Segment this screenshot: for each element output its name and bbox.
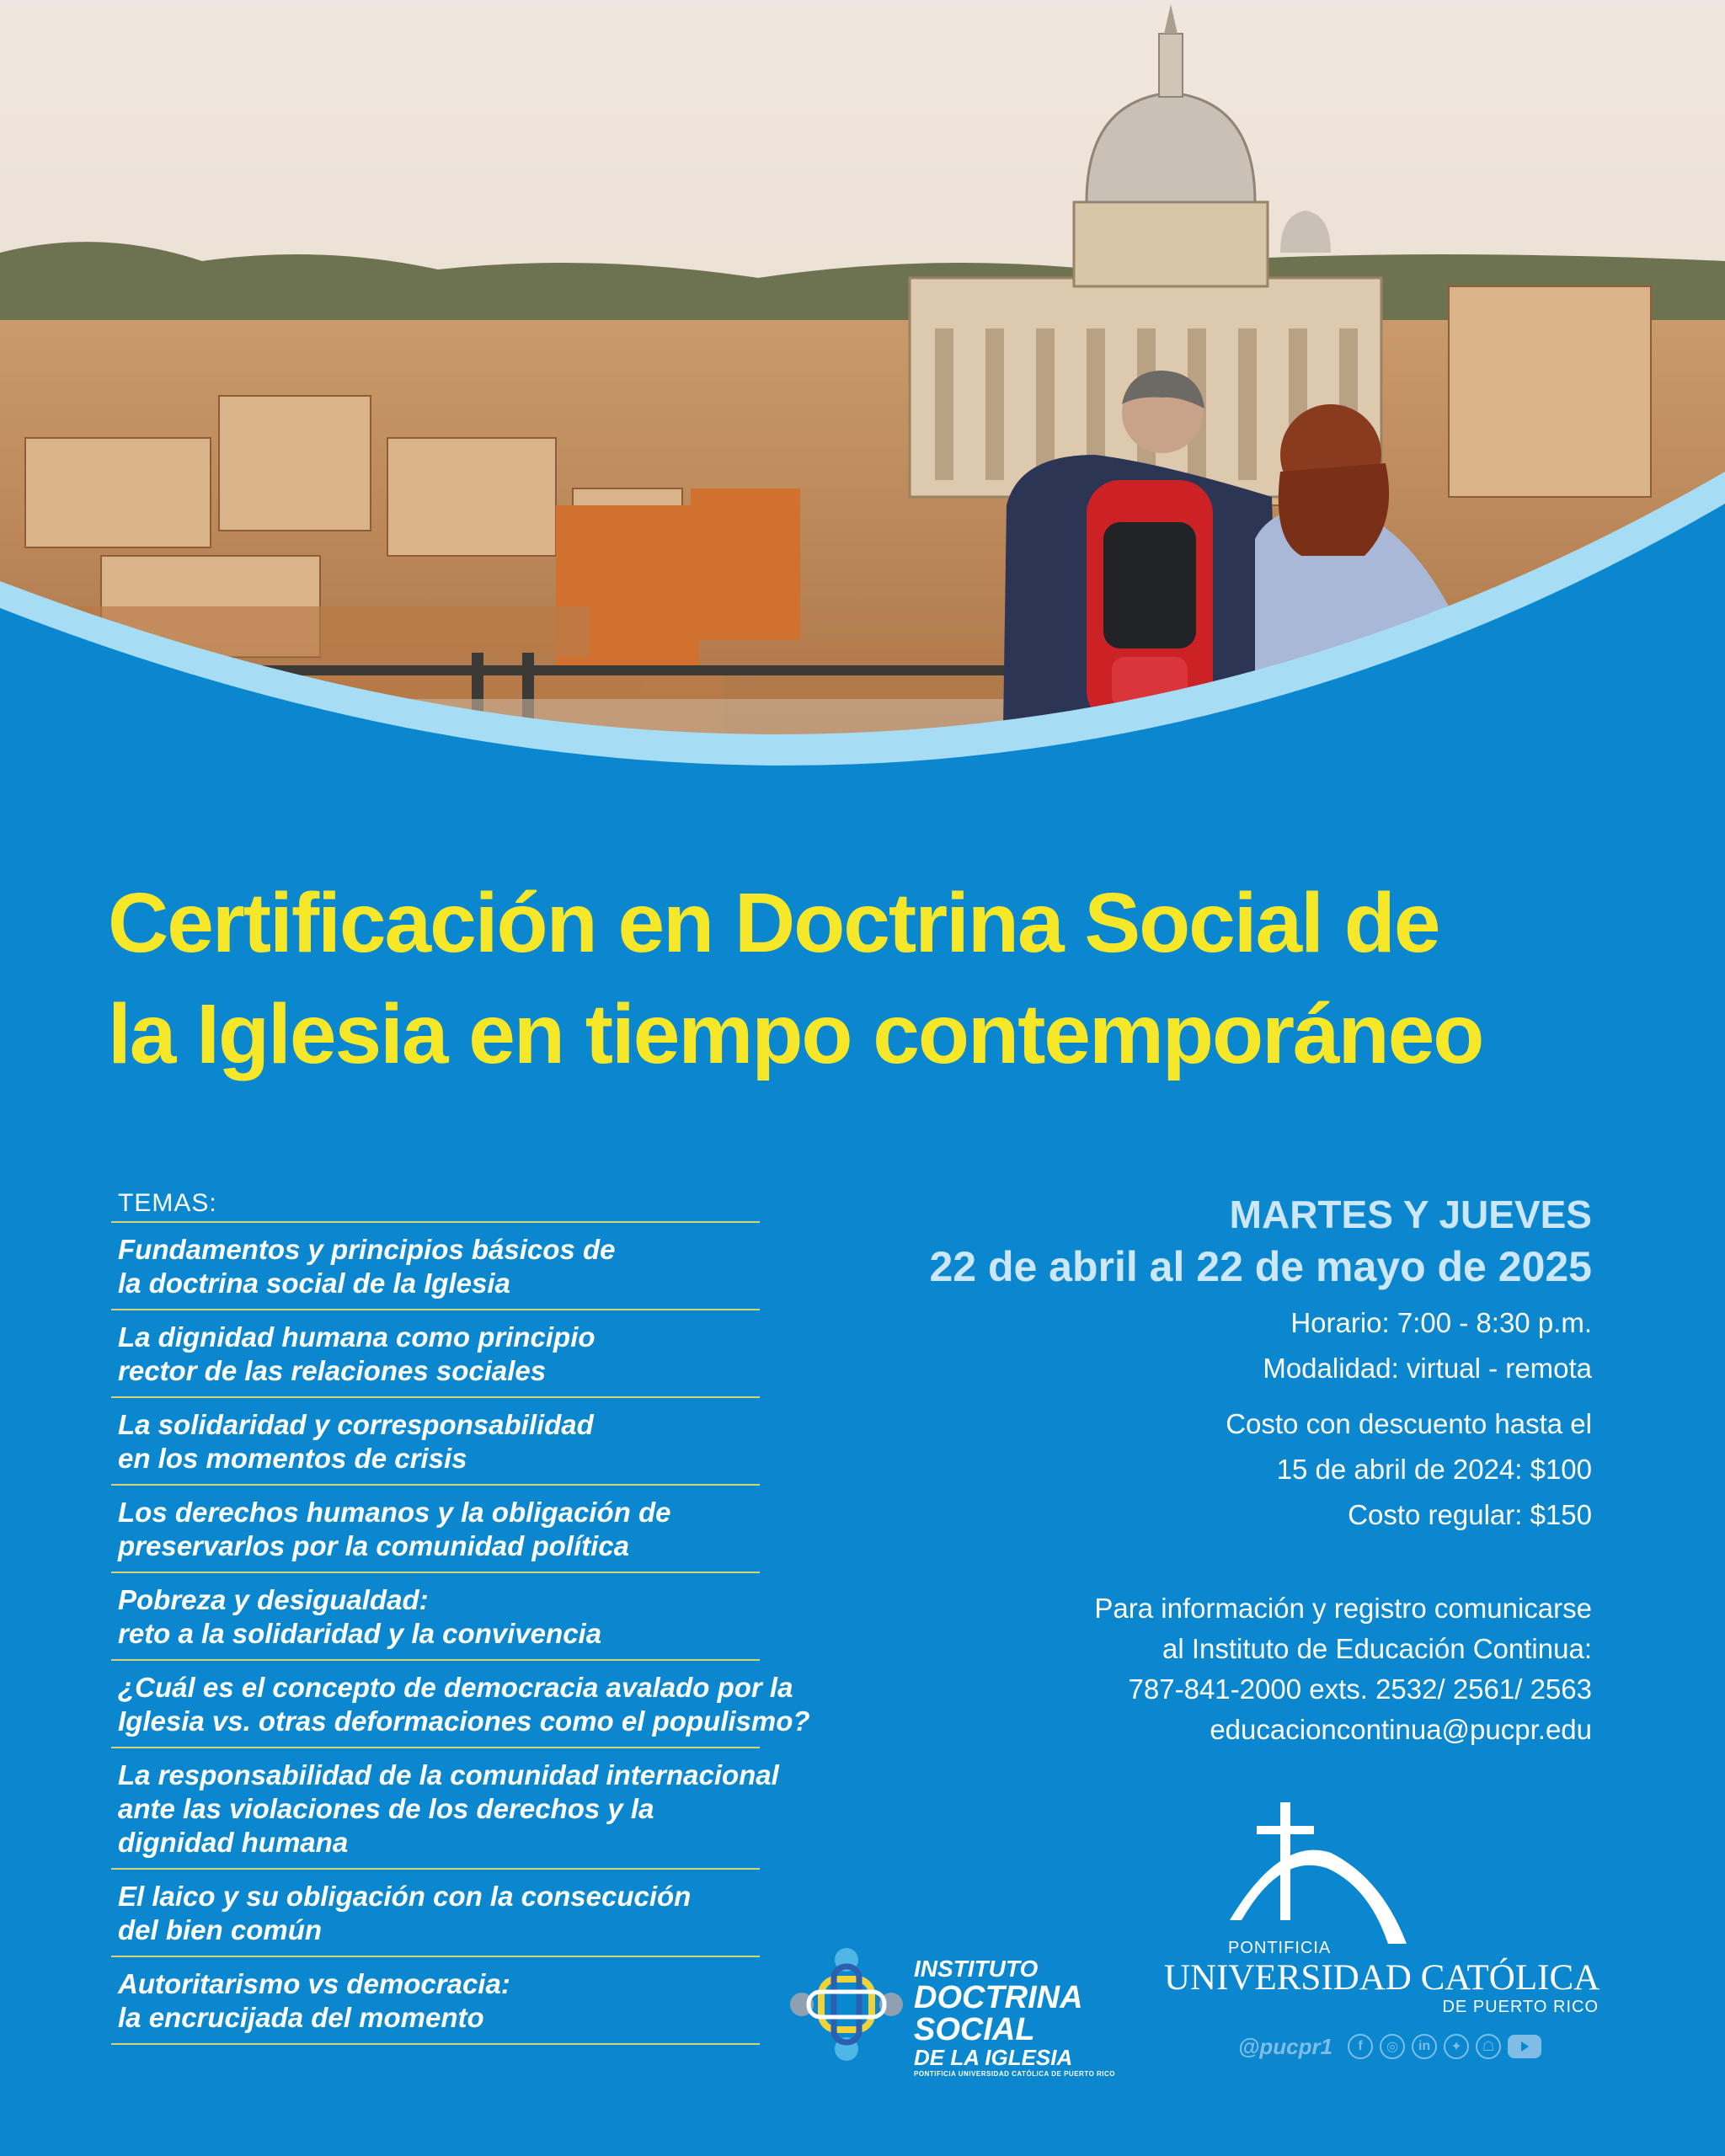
title-line-1: Certificación en Doctrina Social de	[108, 876, 1439, 970]
facebook-icon[interactable]: f	[1348, 2034, 1373, 2059]
pucpr-pontificia: PONTIFICIA	[1228, 1939, 1332, 1957]
instituto-line-4: DE LA IGLESIA	[914, 2045, 1073, 2070]
instituto-wordmark	[914, 1956, 1115, 2079]
social-bar	[1238, 2031, 1541, 2062]
discount-cost-line-2: 15 de abril de 2024: $100	[1276, 1454, 1592, 1485]
topic-line: Iglesia vs. otras deformaciones como el populismo?	[118, 1705, 810, 1737]
snapchat-icon[interactable]: ☖	[1476, 2034, 1501, 2059]
instituto-emblem-icon	[783, 1941, 910, 2068]
topic-item	[111, 1486, 760, 1573]
instagram-icon[interactable]: ◎	[1380, 2034, 1405, 2059]
event-days: MARTES Y JUEVES	[1229, 1193, 1592, 1236]
topic-item	[111, 1223, 760, 1310]
topic-item	[111, 1310, 760, 1398]
youtube-icon[interactable]	[1508, 2035, 1541, 2058]
topics-list	[111, 1189, 810, 2045]
topic-line: Pobreza y desigualdad:	[118, 1584, 429, 1615]
regular-cost: Costo regular: $150	[1348, 1499, 1592, 1530]
social-handle: @pucpr1	[1238, 2033, 1333, 2059]
instituto-line-1: INSTITUTO	[914, 1956, 1039, 1982]
contact-email[interactable]: educacioncontinua@pucpr.edu	[1210, 1714, 1592, 1745]
instituto-line-5: PONTIFICIA UNIVERSIDAD CATÓLICA DE PUERTO RICO	[914, 2070, 1116, 2078]
topic-line: reto a la solidaridad y la convivencia	[118, 1618, 602, 1649]
topic-line: en los momentos de crisis	[118, 1443, 467, 1474]
topic-line: preservarlos por la comunidad política	[118, 1530, 630, 1561]
topic-item	[111, 1661, 810, 1748]
instituto-line-2: DOCTRINA	[914, 1980, 1083, 2015]
topic-line: rector de las relaciones sociales	[118, 1355, 547, 1386]
topic-item	[111, 1957, 760, 2045]
pucpr-logo	[1154, 1802, 1609, 2021]
linkedin-icon[interactable]: in	[1412, 2034, 1437, 2059]
topic-line: Los derechos humanos y la obligación de	[118, 1497, 671, 1528]
topic-line: La dignidad humana como principio	[118, 1321, 595, 1353]
cross-arc-icon	[1154, 1802, 1609, 1945]
topic-line: la encrucijada del momento	[118, 2002, 484, 2033]
topic-line: La responsabilidad de la comunidad internacional	[118, 1759, 779, 1790]
topic-line: del bien común	[118, 1914, 323, 1945]
topic-line: la doctrina social de la Iglesia	[118, 1267, 510, 1299]
event-schedule: Horario: 7:00 - 8:30 p.m.	[1290, 1307, 1592, 1338]
topic-line: Autoritarismo vs democracia:	[118, 1968, 510, 1999]
topics-label: TEMAS:	[111, 1189, 760, 1223]
topic-line: El laico y su obligación con la consecución	[118, 1881, 692, 1912]
instituto-logo	[783, 1941, 1137, 2078]
pucpr-universidad: UNIVERSIDAD CATÓLICA	[1164, 1958, 1600, 1998]
page-title	[108, 867, 1674, 1090]
event-dates: 22 de abril al 22 de mayo de 2025	[929, 1243, 1592, 1290]
contact-line-1: Para información y registro comunicarse	[1094, 1593, 1592, 1624]
discount-cost-line-1: Costo con descuento hasta el	[1226, 1408, 1592, 1439]
hero-photo	[0, 0, 1725, 825]
event-info	[750, 1189, 1592, 1750]
topic-item	[111, 1748, 779, 1870]
title-line-2: la Iglesia en tiempo contemporáneo	[108, 987, 1483, 1081]
topic-line: ¿Cuál es el concepto de democracia avalado por la	[118, 1672, 793, 1703]
twitter-icon[interactable]: ✦	[1444, 2034, 1469, 2059]
topic-item	[111, 1870, 760, 1957]
topic-line: La solidaridad y corresponsabilidad	[118, 1409, 594, 1440]
pucpr-de-puerto-rico: DE PUERTO RICO	[1442, 1998, 1599, 2016]
contact-line-2: al Instituto de Educación Continua:	[1162, 1633, 1592, 1664]
instituto-line-3: SOCIAL	[914, 2012, 1035, 2047]
event-modality: Modalidad: virtual - remota	[1263, 1353, 1592, 1384]
topic-line: dignidad humana	[118, 1827, 349, 1858]
topic-item	[111, 1398, 760, 1486]
topic-item	[111, 1573, 760, 1661]
contact-phone: 787-841-2000 exts. 2532/ 2561/ 2563	[1128, 1673, 1592, 1705]
topic-line: Fundamentos y principios básicos de	[118, 1234, 616, 1265]
contact-info	[750, 1588, 1592, 1750]
topic-line: ante las violaciones de los derechos y la	[118, 1793, 654, 1824]
